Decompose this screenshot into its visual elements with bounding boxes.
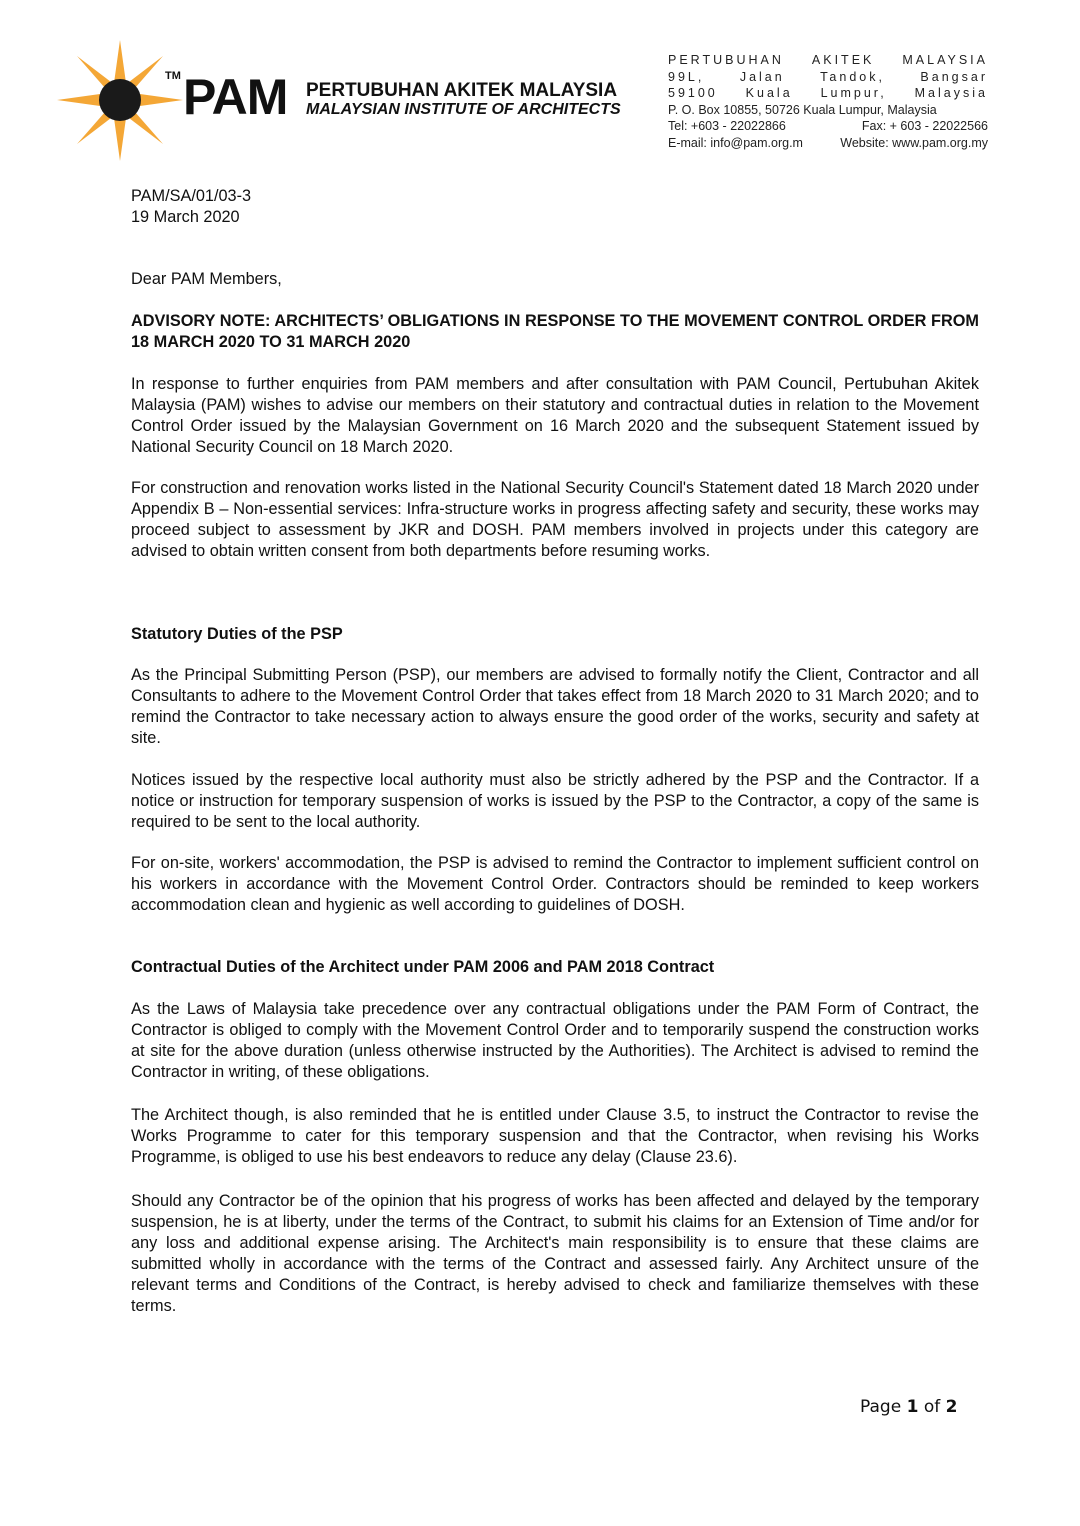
reference-number: PAM/SA/01/03-3 — [131, 187, 252, 205]
section-heading-contractual: Contractual Duties of the Architect under PAM 2006 and PAM 2018 Contract — [131, 958, 715, 976]
contractual-paragraph-3: Should any Contractor be of the opinion that his progress of works has been affected and delayed by the temporary suspension, he is at liberty, under the terms of the Contract, to submit his claims for an Extension of Time and/or for any loss and additional expense arising. The Architect's main responsibility is to ensure that these claims are submitted wholly in accordance with the terms of the Contract and assessed fairly. Any Architect unsure of the relevant terms and Conditions of the Contract, is hereby advised to check and familiarize themselves with these terms. — [131, 1192, 979, 1315]
advisory-title: ADVISORY NOTE: ARCHITECTS’ OBLIGATIONS IN RESPONSE TO THE MOVEMENT CONTROL ORDER FROM 18 MARCH 2020 TO 31 MARCH 2020 — [131, 312, 979, 351]
logo-wordmark: PAM — [183, 69, 288, 125]
email: E-mail: info@pam.org.m — [668, 135, 803, 150]
po-box: P. O. Box 10855, 50726 Kuala Lumpur, Malaysia — [668, 102, 937, 117]
address-line-3: 59100 Kuala Lumpur, Malaysia — [668, 86, 988, 100]
statutory-paragraph-1: As the Principal Submitting Person (PSP), our members are advised to formally notify the Client, Contractor and all Consultants to adhere to the Movement Control Order that takes effect from 18 March 2020 to 31 March 2020; and to remind the Contractor to take necessary action to always ensure the good order of the works, security and safety at site. — [131, 666, 979, 747]
fax: Fax: + 603 - 22022566 — [861, 119, 988, 133]
salutation: Dear PAM Members, — [131, 270, 282, 288]
phone-fax-line — [668, 118, 988, 135]
website: Website: www.pam.org.my — [840, 135, 988, 150]
address-block — [668, 52, 988, 151]
intro-paragraph-2: For construction and renovation works listed in the National Security Council's Statement dated 18 March 2020 under Appendix B – Non-essential services: Infra-structure works in progress affecting safety and security, these works may proceed subject to assessment by JKR and DOSH. PAM members involved in projects under this category are advised to obtain written consent from both departments before resuming works. — [131, 479, 979, 560]
org-name-english: MALAYSIAN INSTITUTE OF ARCHITECTS — [306, 101, 621, 118]
address-line-2: 99L, Jalan Tandok, Bangsar — [668, 69, 988, 84]
org-name: PERTUBUHAN AKITEK MALAYSIA — [306, 80, 618, 101]
intro-paragraph-1: In response to further enquiries from PAM members and after consultation with PAM Council, Pertubuhan Akitek Malaysia (PAM) wishes to advise our members on their statutory and contractual duties in relation to the Movement Control Order issued by the Malaysian Government on 16 March 2020 and the subsequent Statement issued by National Security Council on 18 March 2020. — [131, 375, 979, 456]
contractual-paragraph-2: The Architect though, is also reminded that he is entitled under Clause 3.5, to instruct the Contractor to revise the Works Programme to cater for this temporary suspension and that the Contractor, when revising his Works Programme, is obliged to use his best endeavors to reduce any delay (Clause 23.6). — [131, 1106, 979, 1166]
statutory-paragraph-3: For on-site, workers' accommodation, the PSP is advised to remind the Contractor to implement sufficient control on his workers in accordance with the Movement Control Order. Contractors should be reminded to keep workers accommodation clean and hygienic as well according to guidelines of DOSH. — [131, 854, 979, 914]
letter-date: 19 March 2020 — [131, 208, 240, 226]
page-number: Page 1 of 2 — [860, 1397, 958, 1417]
address-line-1: PERTUBUHAN AKITEK MALAYSIA — [668, 53, 988, 67]
pam-logo-icon — [55, 38, 185, 163]
section-heading-statutory: Statutory Duties of the PSP — [131, 625, 343, 643]
statutory-paragraph-2: Notices issued by the respective local authority must also be strictly adhered by the PSP and the Contractor. If a notice or instruction for temporary suspension of works is issued by the PSP to the Contractor, a copy of the same is required to be sent to the local authority. — [131, 771, 979, 831]
email-web-line — [668, 135, 988, 152]
trademark-mark: TM — [165, 70, 181, 82]
telephone: Tel: +603 - 22022866 — [668, 119, 786, 133]
contractual-paragraph-1: As the Laws of Malaysia take precedence over any contractual obligations under the PAM Form of Contract, the Contractor is obliged to comply with the Movement Control Order and to temporarily suspend the construction works at site for the above duration (unless otherwise instructed by the Authorities). The Architect is advised to remind the Contractor in writing, of these obligations. — [131, 1000, 979, 1081]
